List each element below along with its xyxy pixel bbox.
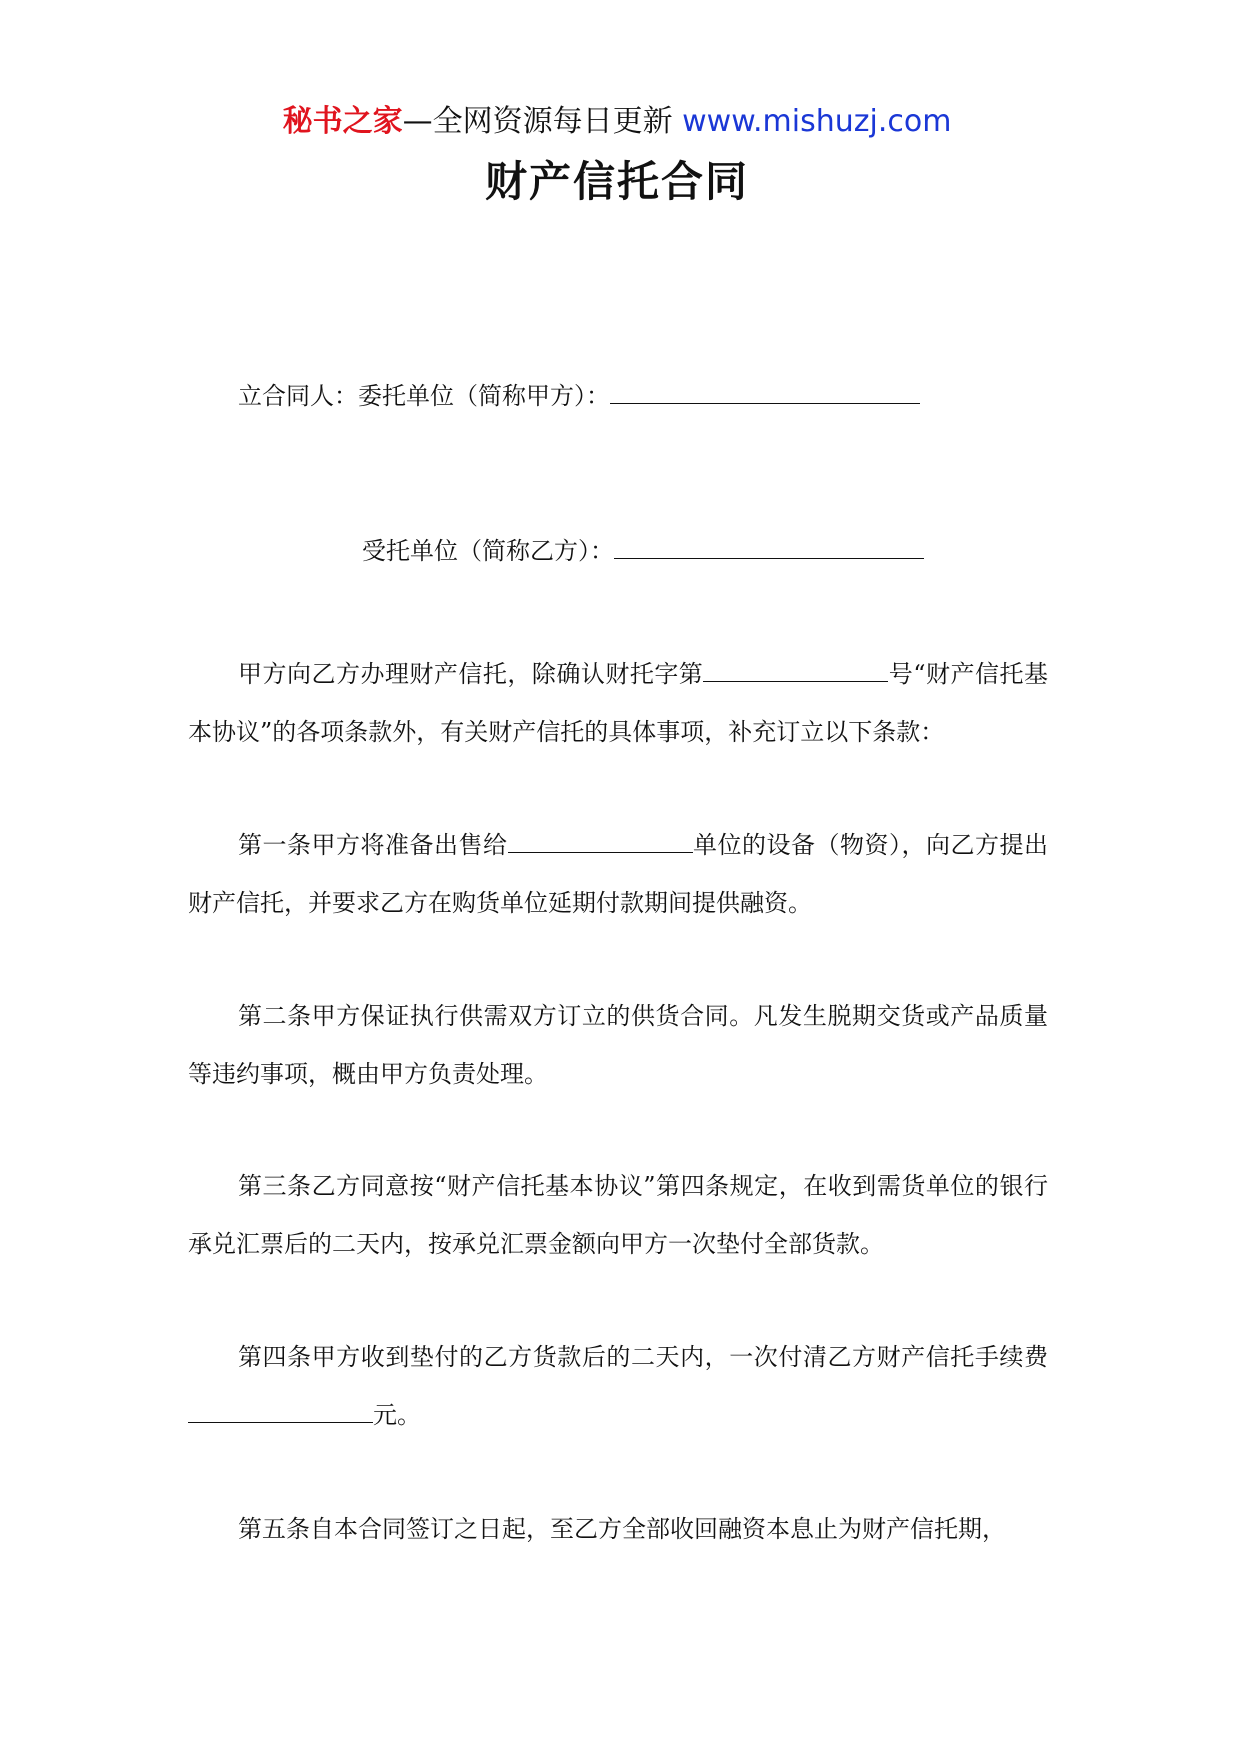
party-a-line (238, 376, 920, 416)
article-2: 第二条甲方保证执行供需双方订立的供货合同。凡发生脱期交货或产品质量等违约事项，概由甲方负责处理。 (188, 1002, 1048, 1088)
brand-url-link[interactable]: www.mishuzj.com (682, 104, 952, 139)
brand-slogan: —全网资源每日更新 (402, 104, 673, 139)
article-4-text-1: 第四条甲方收到垫付的乙方货款后的二天内，一次付清乙方财产信托手续费 (238, 1343, 1048, 1371)
brand-name: 秘书之家 (282, 104, 403, 139)
article-3: 第三条乙方同意按“财产信托基本协议”第四条规定，在收到需货单位的银行承兑汇票后的二天内，按承兑汇票金额向甲方一次垫付全部货款。 (188, 1172, 1048, 1258)
intro-text-2: 号“财产信托基本协议”的各项条款外，有关财产信托的具体事项，补充订立以下条款： (188, 660, 1048, 746)
article-1-text-1: 第一条甲方将准备出售给 (238, 831, 508, 859)
fee-amount-blank[interactable] (188, 1400, 373, 1423)
party-b-line (362, 531, 924, 571)
site-header (0, 102, 1234, 142)
article-4-text-2: 元。 (373, 1401, 421, 1429)
party-b-blank[interactable] (614, 536, 924, 559)
party-a-blank[interactable] (610, 381, 920, 404)
buyer-unit-blank[interactable] (508, 830, 693, 853)
article-1 (188, 816, 1048, 932)
party-a-label: 立合同人：委托单位（简称甲方）： (238, 382, 610, 410)
agreement-number-blank[interactable] (703, 659, 888, 682)
party-b-label: 受托单位（简称乙方）： (362, 537, 614, 565)
article-5: 第五条自本合同签订之日起，至乙方全部收回融资本息止为财产信托期， (238, 1515, 1006, 1543)
document-title: 财产信托合同 (484, 157, 749, 206)
article-1-text-2: 单位的设备（物资），向乙方提出财产信托，并要求乙方在购货单位延期付款期间提供融资。 (188, 831, 1048, 917)
article-4 (188, 1328, 1048, 1444)
intro-paragraph (188, 645, 1048, 761)
intro-text-1: 甲方向乙方办理财产信托，除确认财托字第 (238, 660, 704, 688)
